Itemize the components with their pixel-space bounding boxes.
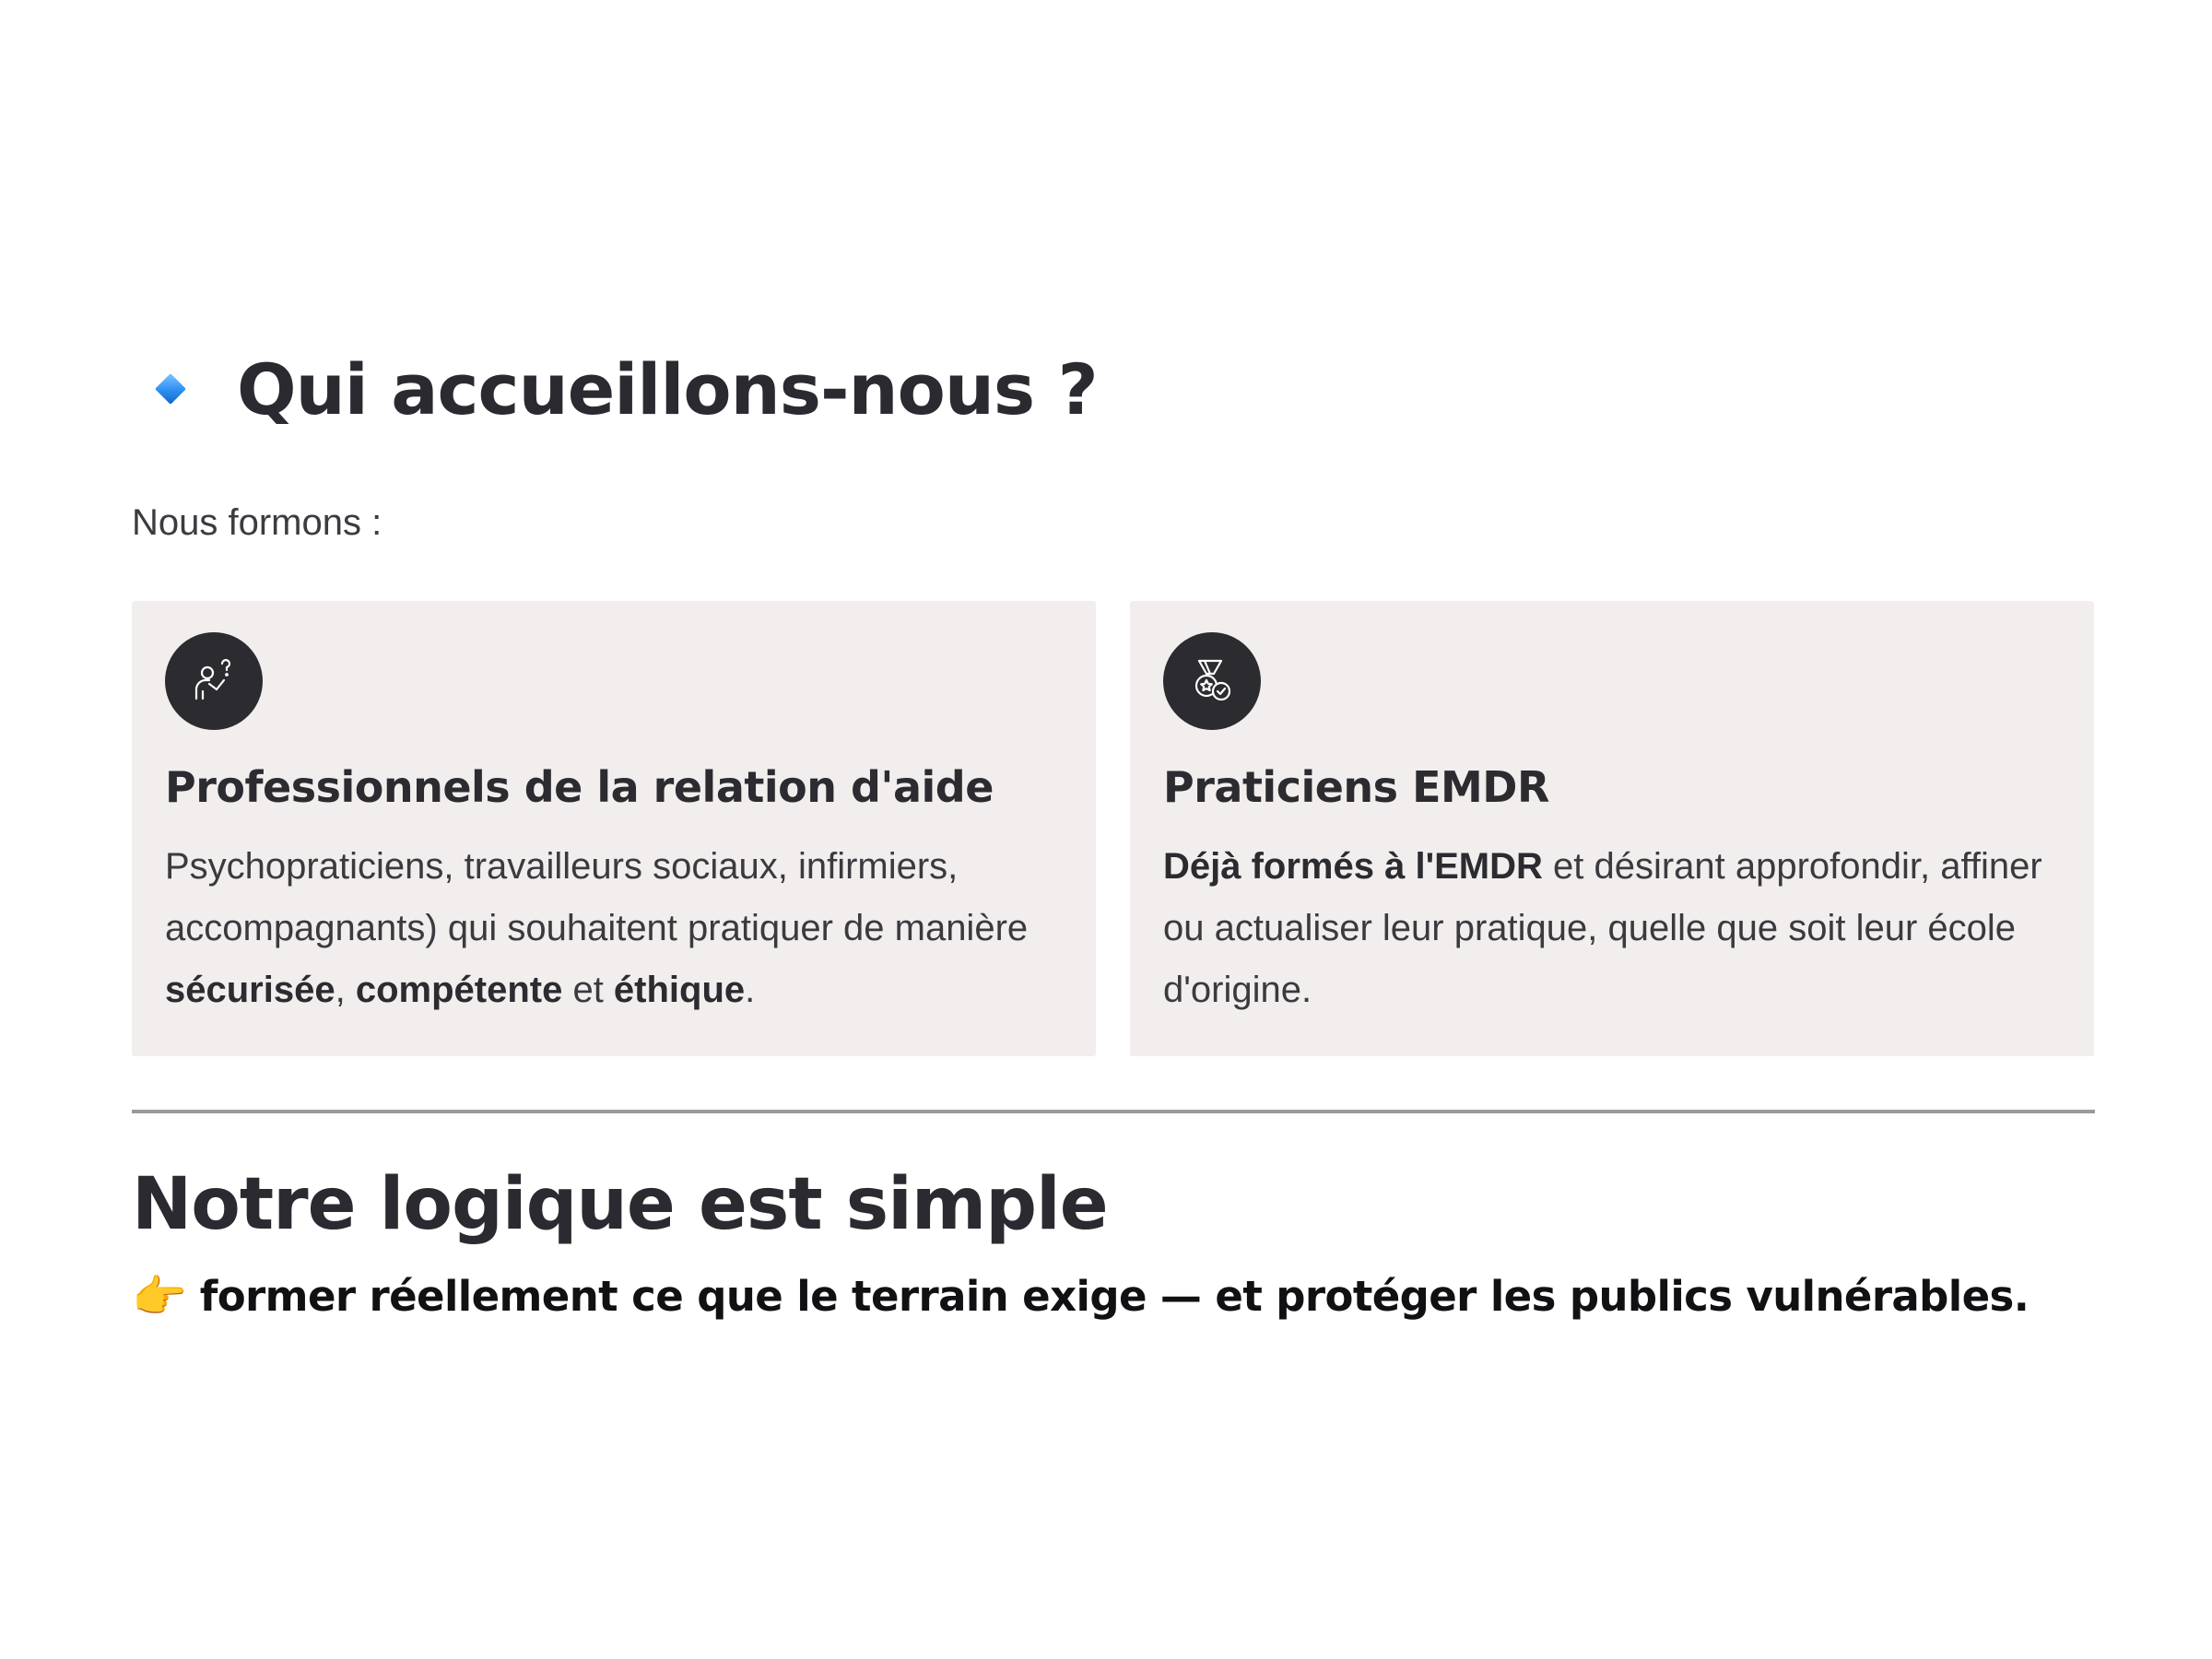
intro-text: Nous formons :	[132, 502, 382, 543]
logic-title: Notre logique est simple	[132, 1163, 1108, 1246]
page-title: Qui accueillons-nous ?	[237, 347, 1098, 430]
pointing-hand-icon: 👉	[132, 1273, 187, 1322]
card-description	[165, 836, 1068, 1021]
audience-card-professionals	[132, 601, 1096, 1056]
section-divider	[132, 1110, 2095, 1113]
card-text: et désirant approfondir, affiner ou actualiser leur pratique, quelle que soit leur école d'origine.	[1163, 846, 2042, 1010]
card-text: et	[562, 970, 614, 1010]
card-title: Professionnels de la relation d'aide	[165, 762, 994, 812]
section-heading	[159, 334, 1098, 444]
card-title: Praticiens EMDR	[1163, 762, 1549, 812]
card-text: ,	[335, 970, 356, 1010]
card-description	[1163, 836, 2066, 1021]
card-text: Psychopraticiens, travailleurs sociaux, infirmiers, accompagnants) qui souhaitent pratiquer de manière	[165, 846, 1029, 948]
audience-card-emdr	[1130, 601, 2094, 1056]
card-text-bold: sécurisée	[165, 970, 335, 1010]
card-text-bold: Déjà formés à l'EMDR	[1163, 846, 1543, 887]
logic-tagline	[132, 1270, 2029, 1323]
blue-diamond-icon	[155, 373, 186, 405]
card-text-bold: éthique	[613, 970, 746, 1010]
person-question-icon	[165, 632, 263, 730]
tagline-text: former réellement ce que le terrain exige — et protéger les publics vulnérables.	[199, 1272, 2030, 1321]
card-text: .	[745, 970, 756, 1010]
medal-check-icon	[1163, 632, 1261, 730]
card-text-bold: compétente	[355, 970, 563, 1010]
